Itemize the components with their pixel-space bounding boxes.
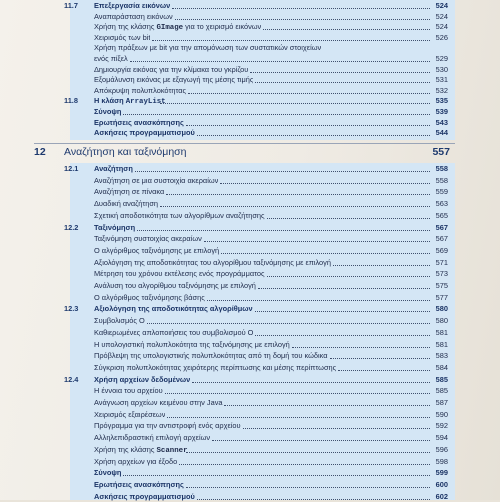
toc-entry — [0, 467, 500, 478]
entry-page-number: 592 — [435, 421, 448, 431]
entry-title: Η έννοια του αρχείου — [94, 386, 163, 396]
entry-title: Ανάγνωση αρχείων κειμένου στην Java — [94, 398, 223, 407]
entry-title: Χρήση της κλάσης Scanner — [94, 444, 188, 455]
dot-leader — [179, 464, 430, 465]
toc-entry — [0, 420, 500, 431]
dot-leader — [207, 300, 430, 301]
entry-title: Χρήση πράξεων με bit για την απομόνωση των συστατικών στοιχείων — [94, 43, 322, 53]
toc-entry — [0, 11, 500, 22]
dot-leader — [267, 276, 430, 277]
entry-title: Ερωτήσεις ανασκόπησης — [94, 479, 184, 489]
entry-page-number: 581 — [435, 339, 448, 349]
toc-entry — [0, 315, 500, 326]
entry-page-number: 598 — [435, 456, 448, 466]
entry-title: Ταξινόμηση — [94, 222, 136, 232]
entry-title: Επεξεργασία εικόνων — [94, 1, 171, 10]
section-number: 12.2 — [64, 222, 79, 232]
entry-page-number: 596 — [435, 444, 448, 454]
toc-entry — [0, 280, 500, 291]
toc-entry — [0, 198, 500, 209]
entry-title: Αξιολόγηση της αποδοτικότητας του αλγορίθμου ταξινόμησης με επιλογή — [94, 257, 331, 267]
toc-entry — [0, 444, 500, 455]
toc-entry — [0, 64, 500, 75]
entry-title: Αναζήτηση — [94, 164, 133, 173]
dot-leader — [197, 135, 430, 136]
entry-title: Η υπολογιστική πολυπλοκότητα της ταξινόμησης με επιλογή — [94, 339, 290, 349]
toc-entry — [0, 339, 500, 350]
dot-leader — [258, 288, 430, 289]
entry-title: Η κλάση ArrayList — [94, 96, 166, 107]
entry-page-number: 602 — [435, 491, 448, 501]
dot-leader — [255, 311, 430, 312]
dot-leader — [175, 19, 430, 20]
dot-leader — [165, 393, 430, 394]
entry-page-number: 585 — [435, 374, 448, 384]
dot-leader — [123, 475, 430, 476]
section-number: 11.8 — [64, 96, 78, 106]
entry-page-number: 599 — [435, 468, 448, 478]
toc-entry — [0, 21, 500, 32]
entry-title: Συμβολισμός Ο — [94, 316, 145, 326]
section-number: 12.3 — [64, 304, 79, 314]
dot-leader — [263, 29, 430, 30]
dot-leader — [330, 358, 431, 359]
toc-entry — [0, 479, 500, 490]
entry-title: Δυαδική αναζήτηση — [94, 199, 159, 209]
entry-title: Χρήση της κλάσης GImage για το χειρισμό εικόνων — [94, 22, 262, 33]
dot-leader — [255, 335, 430, 336]
entry-page-number: 590 — [435, 409, 448, 419]
entry-title: Ταξινόμηση συστοιχίας ακεραίων — [94, 234, 202, 244]
toc-entry — [0, 456, 500, 467]
entry-title: Χειρισμός εξαιρέσεων — [94, 409, 166, 419]
toc-entry — [0, 106, 500, 117]
chapter-title: Αναζήτηση και ταξινόμηση — [64, 146, 187, 158]
entry-page-number: 587 — [435, 398, 448, 407]
entry-page-number: 535 — [435, 96, 448, 106]
entry-page-number: 584 — [435, 362, 448, 372]
entry-page-number: 524 — [435, 11, 448, 21]
entry-page-number: 565 — [435, 210, 448, 220]
entry-page-number: 569 — [435, 245, 448, 255]
entry-title: Σχετική αποδοτικότητα των αλγορίθμων αναζήτησης — [94, 210, 265, 220]
entry-title: ενός πίξελ — [94, 54, 128, 63]
entry-page-number: 531 — [435, 75, 448, 85]
chapter-number: 12 — [34, 146, 46, 158]
dot-leader — [152, 40, 430, 41]
toc-entry — [0, 186, 500, 197]
entry-title: Πρόγραμμα για την αντιστροφή ενός αρχείου — [94, 421, 241, 431]
entry-page-number: 558 — [435, 164, 448, 173]
entry-title: Σύνοψη — [94, 107, 122, 116]
entry-page-number: 581 — [435, 327, 448, 337]
entry-page-number: 524 — [435, 22, 448, 32]
dot-leader — [188, 93, 430, 94]
entry-title: Χρήση αρχείων για έξοδο — [94, 456, 178, 466]
entry-title: Πρόβλεψη της υπολογιστικής πολυπλοκότητας από τη δομή του κώδικα — [94, 351, 328, 361]
dot-leader — [147, 323, 430, 324]
dot-leader — [243, 428, 430, 429]
toc-entry — [0, 175, 500, 186]
entry-title: Αναζήτηση σε μια συστοιχία ακεραίων — [94, 175, 219, 185]
dot-leader — [224, 405, 430, 406]
entry-page-number: 567 — [435, 234, 448, 244]
dot-leader — [255, 82, 430, 83]
entry-page-number: 544 — [435, 128, 448, 138]
entry-title: Χειρισμός των bit — [94, 32, 151, 42]
entry-page-number: 580 — [435, 304, 448, 314]
toc-entry — [0, 127, 500, 138]
entry-title: Αλληλεπιδραστική επιλογή αρχείων — [94, 433, 211, 443]
toc-entry — [0, 303, 500, 314]
toc-entry — [0, 362, 500, 373]
toc-entry — [0, 53, 500, 64]
toc-entry — [0, 117, 500, 128]
dot-leader — [135, 171, 430, 172]
dot-leader — [338, 370, 430, 371]
toc-entry — [0, 95, 500, 106]
toc-entry — [0, 222, 500, 233]
dot-leader — [160, 103, 430, 104]
entry-title: Ασκήσεις προγραμματισμού — [94, 128, 195, 138]
entry-title: Απόκρυψη πολυπλοκότητας — [94, 85, 187, 95]
section-number: 12.4 — [64, 374, 79, 384]
chapter-page: 557 — [432, 146, 450, 158]
toc-entry — [0, 163, 500, 174]
dot-leader — [267, 218, 430, 219]
dot-leader — [172, 8, 430, 9]
entry-page-number: 532 — [435, 85, 448, 95]
entry-title: Σύγκριση πολυπλοκότητας χειρότερης περίπτωσης και μέσης περίπτωσης — [94, 362, 337, 372]
dot-leader — [192, 382, 430, 383]
dot-leader — [220, 183, 430, 184]
dot-leader — [333, 265, 430, 266]
entry-page-number: 583 — [435, 351, 448, 361]
toc-entry — [0, 409, 500, 420]
toc-entry — [0, 327, 500, 338]
toc-entry — [0, 42, 500, 53]
entry-page-number: 530 — [435, 64, 448, 74]
toc-entry — [0, 233, 500, 244]
section-number: 12.1 — [64, 164, 79, 173]
entry-title: Σύνοψη — [94, 468, 122, 478]
toc-entry — [0, 385, 500, 396]
chapter-divider — [34, 143, 455, 144]
entry-page-number: 563 — [435, 199, 448, 209]
entry-title: Ασκήσεις προγραμματισμού — [94, 491, 195, 501]
entry-page-number: 526 — [435, 32, 448, 42]
entry-page-number: 567 — [435, 222, 448, 232]
entry-page-number: 571 — [435, 257, 448, 267]
entry-page-number: 577 — [435, 292, 448, 302]
entry-page-number: 580 — [435, 316, 448, 326]
toc-entry — [0, 85, 500, 96]
toc-entry — [0, 350, 500, 361]
toc-entry — [0, 374, 500, 385]
dot-leader — [166, 194, 430, 195]
entry-page-number: 575 — [435, 281, 448, 290]
dot-leader — [160, 206, 430, 207]
entry-title: Καθιερωμένες απλοποιήσεις του συμβολισμού Ο — [94, 327, 254, 337]
toc-entry — [0, 32, 500, 43]
dot-leader — [123, 114, 430, 115]
entry-title: Ο αλγόριθμος ταξινόμησης με επιλογή — [94, 245, 220, 255]
section-number: 11.7 — [64, 1, 78, 10]
toc-entry — [0, 397, 500, 408]
dot-leader — [221, 253, 430, 254]
dot-leader — [204, 241, 430, 242]
toc-entry — [0, 268, 500, 279]
toc-entry — [0, 432, 500, 443]
entry-title: Ερωτήσεις ανασκόπησης — [94, 117, 184, 127]
dot-leader — [167, 417, 430, 418]
entry-title: Εξομάλυνση εικόνας με εξαγωγή της μέσης τιμής — [94, 75, 254, 85]
entry-title: Δημιουργία εικόνας για την κλίμακα του γκρίζου — [94, 64, 249, 74]
entry-page-number: 543 — [435, 117, 448, 127]
entry-title: Χρήση αρχείων δεδομένων — [94, 374, 191, 384]
toc-entry — [0, 257, 500, 268]
entry-page-number: 558 — [435, 175, 448, 185]
entry-page-number: 585 — [435, 386, 448, 396]
dot-leader — [250, 72, 430, 73]
entry-page-number: 524 — [435, 1, 448, 10]
entry-title: Ο αλγόριθμος ταξινόμησης βάσης — [94, 292, 205, 302]
dot-leader — [186, 452, 430, 453]
entry-title: Αναζήτηση σε πίνακα — [94, 187, 165, 197]
dot-leader — [130, 61, 430, 62]
entry-page-number: 559 — [435, 187, 448, 197]
dot-leader — [186, 125, 430, 126]
dot-leader — [186, 487, 430, 488]
entry-page-number: 539 — [435, 107, 448, 116]
entry-page-number: 573 — [435, 269, 448, 279]
toc-entry — [0, 245, 500, 256]
dot-leader — [137, 230, 430, 231]
dot-leader — [212, 440, 430, 441]
toc-entry — [0, 210, 500, 221]
entry-title: Αξιολόγηση της αποδοτικότητας αλγορίθμων — [94, 304, 253, 314]
entry-page-number: 529 — [435, 54, 448, 63]
toc-entry — [0, 74, 500, 85]
entry-page-number: 600 — [435, 479, 448, 489]
toc-entry — [0, 0, 500, 11]
dot-leader — [197, 499, 430, 500]
entry-title: Αναπαράσταση εικόνων — [94, 11, 173, 21]
entry-title: Ανάλυση του αλγορίθμου ταξινόμησης με επιλογή — [94, 281, 256, 290]
entry-page-number: 594 — [435, 433, 448, 443]
dot-leader — [292, 347, 430, 348]
entry-title: Μέτρηση του χρόνου εκτέλεσης ενός προγράμματος — [94, 269, 265, 279]
toc-entry — [0, 292, 500, 303]
